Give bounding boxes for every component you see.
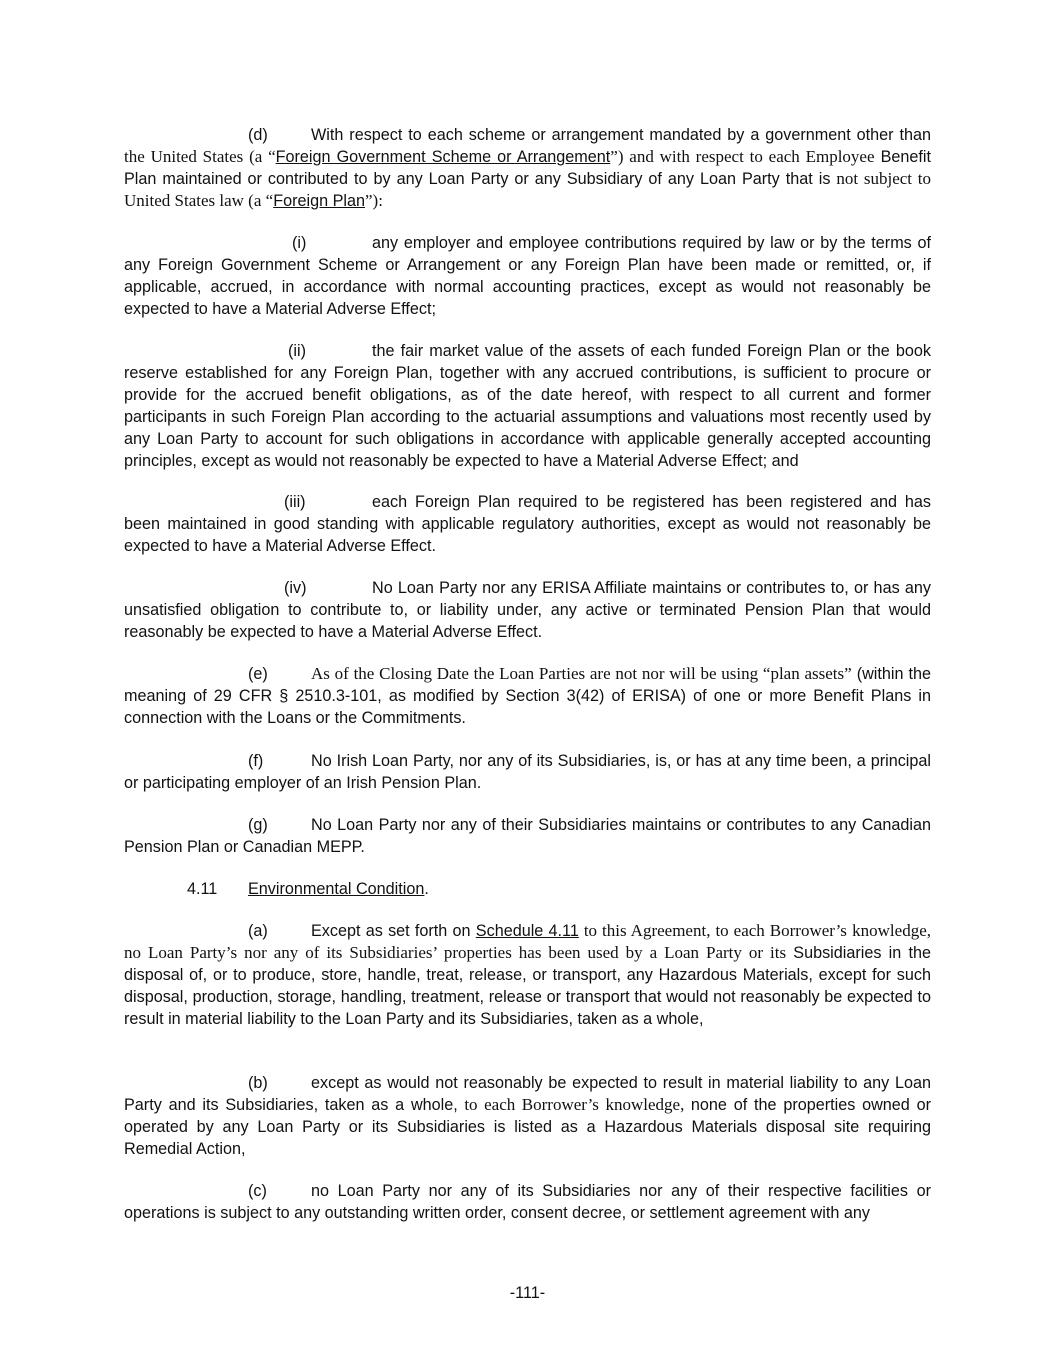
defined-term-foreign-plan: Foreign Plan <box>273 192 365 210</box>
section-e-label: (e) <box>248 665 268 683</box>
item-iv-paragraph: (iv) No Loan Party nor any ERISA Affiliate maintains or contributes to, or has any unsatisfied obligation to contribute to, or liability under, any active or terminated Pension Plan that would reasonably be expected to have a Material Adverse Effect. <box>124 579 931 641</box>
section-d-label: (d) <box>248 126 268 144</box>
item-i-paragraph: (i) any employer and employee contributions required by law or by the terms of any Foreign Government Scheme or Arrangement or any Foreign Plan have been made or remitted, or, if applicable, accrued, in accordance with normal accounting practices, except as would not reasonably be expected to have a Material Adverse Effect; <box>124 234 931 318</box>
environmental-b-paragraph: (b) except as would not reasonably be expected to result in material liability to any Loan Party and its Subsidiaries, taken as a whole, to each Borrower’s knowledge, none of the properties owned or operated by any Loan Party or its Subsidiaries is listed as a Hazardous Materials disposal site requiring Remedial Action, <box>124 1074 932 1158</box>
environmental-a-label: (a) <box>248 922 268 940</box>
schedule-4-11-reference: Schedule 4.11 <box>475 922 579 940</box>
section-f-label: (f) <box>248 752 264 770</box>
item-iii-label: (iii) <box>284 493 306 511</box>
section-g-label: (g) <box>248 816 268 834</box>
item-ii-paragraph: (ii) the fair market value of the assets of each funded Foreign Plan or the book reserve established for any Foreign Plan, together with any accrued contributions, is sufficient to procure or provide for the accrued benefit obligations, as of the date hereof, with respect to all current and former participants in such Foreign Plan according to the actuarial assumptions and valuations most recently used by any Loan Party to account for such obligations in accordance with applicable generally accepted accounting principles, except as would not reasonably be expected to have a Material Adverse Effect; and <box>124 342 931 470</box>
heading-title: Environmental Condition <box>248 880 425 898</box>
environmental-c-paragraph: (c) no Loan Party nor any of its Subsidiaries nor any of their respective facilities or operations is subject to any outstanding written order, consent decree, or settlement agreement with any <box>124 1182 931 1222</box>
page-number: -111- <box>509 1284 546 1302</box>
environmental-c-label: (c) <box>248 1182 267 1200</box>
heading-number: 4.11 <box>187 880 218 898</box>
section-heading-4-11: 4.11 Environmental Condition. <box>187 880 429 898</box>
section-d-paragraph: (d) With respect to each scheme or arrangement mandated by a government other than the United States (a “Foreign Government Scheme or Arrangement”) and with respect to each Employee Benefit Plan maintained or contributed to by any Loan Party or any Subsidiary of any Loan Party that is not subject to United States law (a “Foreign Plan”): <box>124 126 931 210</box>
item-iii-paragraph: (iii) each Foreign Plan required to be registered has been registered and has been maintained in good standing with applicable regulatory authorities, except as would not reasonably be expected to have a Material Adverse Effect. <box>124 493 931 555</box>
item-ii-label: (ii) <box>288 342 306 360</box>
item-iv-label: (iv) <box>284 579 307 597</box>
section-f-paragraph: (f) No Irish Loan Party, nor any of its Subsidiaries, is, or has at any time been, a principal or participating employer of an Irish Pension Plan. <box>124 752 931 792</box>
environmental-b-label: (b) <box>248 1074 268 1092</box>
defined-term-foreign-government-scheme: Foreign Government Scheme or Arrangement <box>275 148 611 166</box>
section-g-paragraph: (g) No Loan Party nor any of their Subsidiaries maintains or contributes to any Canadian Pension Plan or Canadian MEPP. <box>124 816 931 856</box>
section-e-paragraph: (e) As of the Closing Date the Loan Parties are not nor will be using “plan assets” (within the meaning of 29 CFR § 2510.3-101, as modified by Section 3(42) of ERISA) of one or more Benefit Plans in connection with the Loans or the Commitments. <box>124 664 931 727</box>
item-i-label: (i) <box>292 234 307 252</box>
environmental-a-paragraph: (a) Except as set forth on Schedule 4.11 to this Agreement, to each Borrower’s knowledge, no Loan Party’s nor any of its Subsidiaries’ properties has been used by a Loan Party or its Subsidiaries in the disposal of, or to produce, store, handle, treat, release, or transport, any Hazardous Materials, except for such disposal, production, storage, handling, treatment, release or transport that would not reasonably be expected to result in material liability to the Loan Party and its Subsidiaries, taken as a whole, <box>124 921 931 1028</box>
